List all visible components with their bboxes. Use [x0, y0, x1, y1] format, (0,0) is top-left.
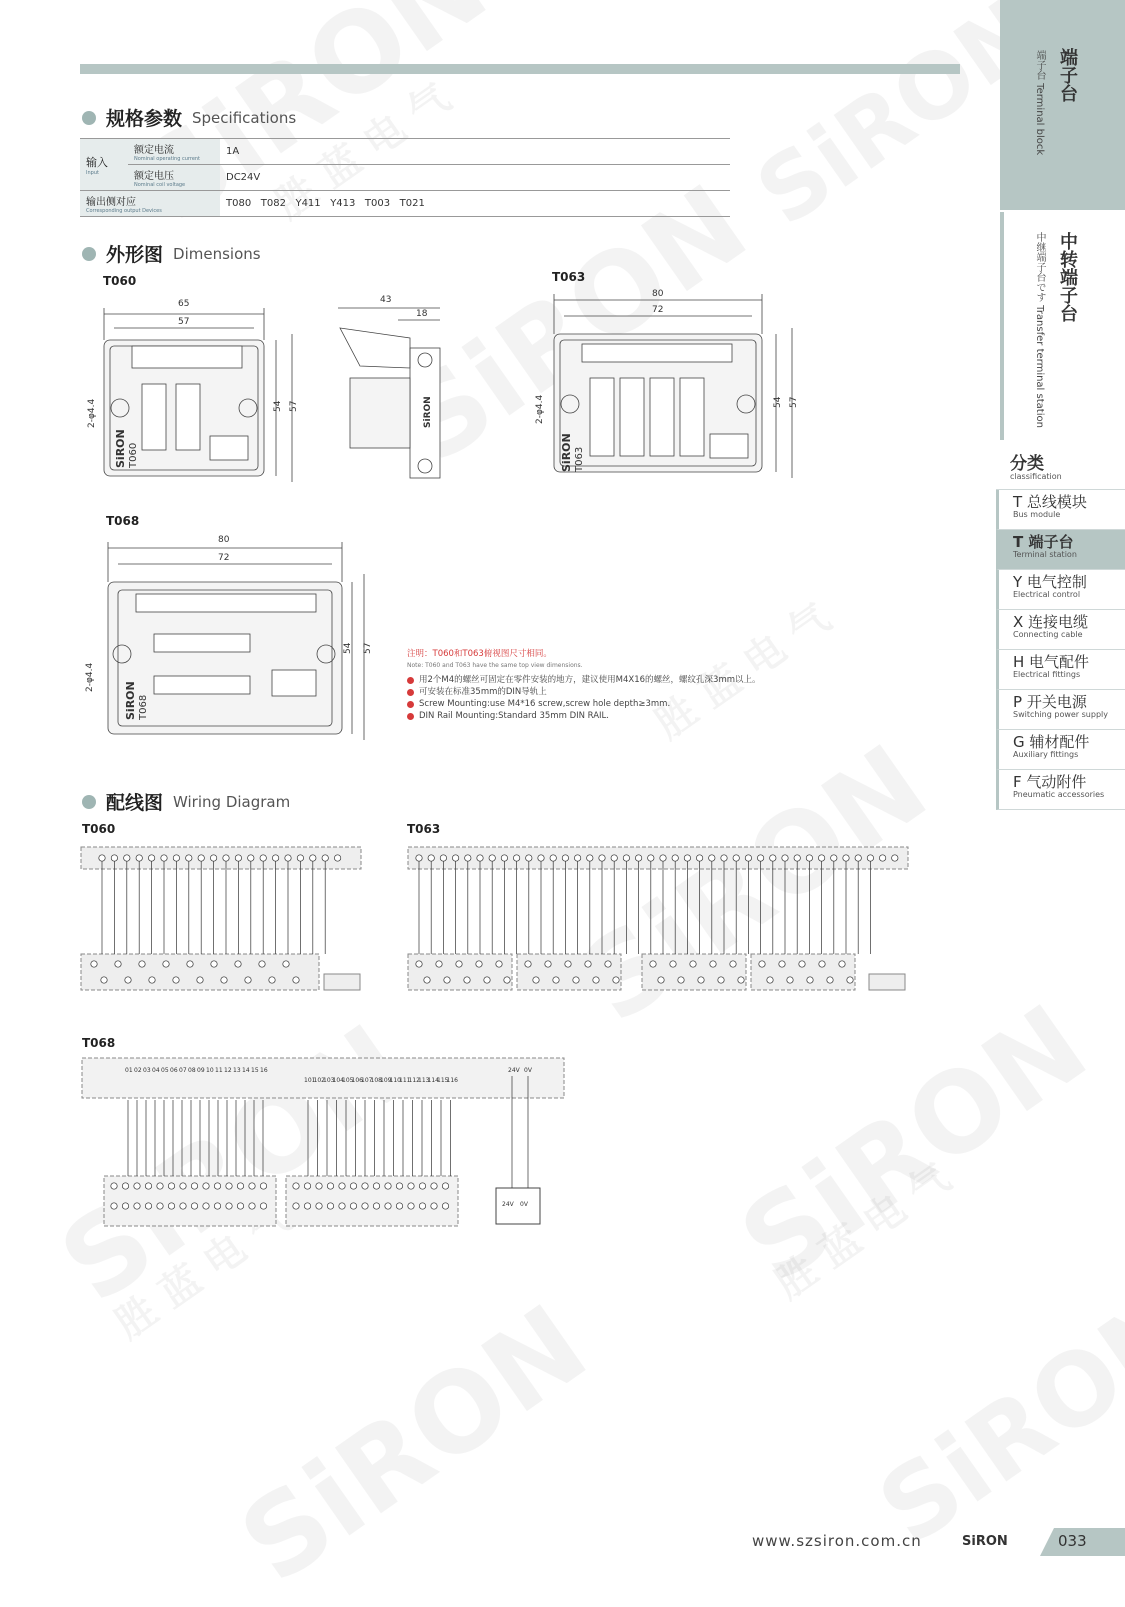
- terminal-icon: [122, 1203, 128, 1209]
- dim-t060-h-inner: 54: [273, 400, 283, 412]
- model-label-t060: T060: [103, 274, 137, 288]
- terminal-icon: [827, 977, 833, 983]
- terminal-icon: [396, 1183, 402, 1189]
- t063-body-label: T063: [574, 446, 585, 472]
- terminal-icon: [660, 855, 666, 861]
- terminal-icon: [431, 1183, 437, 1189]
- terminal-icon: [465, 855, 471, 861]
- dim-t063-h-outer: 57: [789, 396, 799, 408]
- t060-wiring-diagram: [80, 846, 365, 992]
- sidebar-mid-subtitle: 中继端子台です Transfer terminal station: [1034, 232, 1045, 428]
- terminal-icon: [794, 855, 800, 861]
- terminal-label: 105: [342, 1077, 354, 1084]
- terminal-icon: [111, 1203, 117, 1209]
- spec-output-label: 输出侧对应 Corresponding output Devices: [80, 191, 220, 217]
- terminal-icon: [235, 961, 241, 967]
- spec-output-value: T080 T082 Y411 Y413 T003 T021: [220, 191, 730, 217]
- terminal-icon: [504, 977, 510, 983]
- terminal-label: 11: [215, 1067, 223, 1074]
- terminal-icon: [831, 855, 837, 861]
- sidebar-item-terminal-station[interactable]: T 端子台 Terminal station: [996, 530, 1125, 570]
- sidebar-item-connecting-cable[interactable]: X 连接电缆 Connecting cable: [996, 610, 1125, 650]
- terminal-icon: [180, 1183, 186, 1189]
- terminal-icon: [385, 1183, 391, 1189]
- terminal-icon: [191, 1203, 197, 1209]
- terminal-icon: [163, 961, 169, 967]
- dim-t068-h-outer: 57: [363, 642, 373, 654]
- terminal-icon: [819, 961, 825, 967]
- terminal-icon: [157, 1203, 163, 1209]
- terminal-icon: [416, 855, 422, 861]
- terminal-icon: [442, 1183, 448, 1189]
- terminal-icon: [198, 855, 204, 861]
- terminal-icon: [440, 855, 446, 861]
- terminal-label: 07: [179, 1067, 187, 1074]
- terminal-icon: [249, 1203, 255, 1209]
- terminal-icon: [806, 855, 812, 861]
- terminal-icon: [136, 855, 142, 861]
- dim-t060-w-inner: 57: [178, 317, 190, 327]
- terminal-icon: [237, 1203, 243, 1209]
- terminal-label: 08: [188, 1067, 196, 1074]
- power-label-0v: 0V: [524, 1067, 532, 1074]
- brand-mark: SiRON: [423, 396, 433, 428]
- terminal-icon: [733, 855, 739, 861]
- dim-t060-side-depth: 43: [380, 295, 392, 305]
- terminal-icon: [623, 855, 629, 861]
- terminal-icon: [456, 961, 462, 967]
- terminal-icon: [605, 961, 611, 967]
- terminal-icon: [476, 961, 482, 967]
- terminal-icon: [125, 977, 131, 983]
- terminal-icon: [533, 977, 539, 983]
- terminal-icon: [818, 855, 824, 861]
- page-number: 033: [1058, 1532, 1087, 1550]
- terminal-label: 05: [161, 1067, 169, 1074]
- terminal-icon: [782, 855, 788, 861]
- terminal-icon: [416, 961, 422, 967]
- dim-t060-w-outer: 65: [178, 299, 190, 309]
- spec-current-value: 1A: [220, 139, 730, 165]
- terminal-icon: [525, 961, 531, 967]
- power-label-0v: 0V: [520, 1201, 528, 1208]
- terminal-icon: [191, 1183, 197, 1189]
- terminal-label: 109: [380, 1077, 392, 1084]
- terminal-icon: [203, 1203, 209, 1209]
- spec-voltage-label: 额定电压 Nominal coil voltage: [128, 165, 220, 191]
- terminal-icon: [635, 855, 641, 861]
- terminal-label: 113: [418, 1077, 430, 1084]
- terminal-icon: [157, 1183, 163, 1189]
- dim-t063-h-inner: 54: [773, 396, 783, 408]
- terminal-icon: [730, 961, 736, 967]
- terminal-icon: [526, 855, 532, 861]
- terminal-label: 115: [437, 1077, 449, 1084]
- footer-url[interactable]: www.szsiron.com.cn: [752, 1532, 922, 1550]
- terminal-icon: [593, 977, 599, 983]
- t068-body-label: T068: [138, 694, 149, 720]
- terminal-icon: [779, 961, 785, 967]
- dim-t063-hole: 2-φ4.4: [535, 394, 545, 424]
- terminal-icon: [373, 1203, 379, 1209]
- terminal-icon: [573, 977, 579, 983]
- sidebar-item-electrical-fittings[interactable]: H 电气配件 Electrical fittings: [996, 650, 1125, 690]
- terminal-icon: [269, 977, 275, 983]
- sidebar-item-bus-module[interactable]: T 总线模块 Bus module: [996, 490, 1125, 530]
- terminal-icon: [767, 977, 773, 983]
- terminal-icon: [115, 961, 121, 967]
- terminal-icon: [122, 1183, 128, 1189]
- note-item: DIN Rail Mounting:Standard 35mm DIN RAIL.: [407, 710, 761, 722]
- terminal-label: 106: [351, 1077, 363, 1084]
- watermark: [762, 1147, 960, 1309]
- terminal-icon: [436, 961, 442, 967]
- sidebar-item-power-supply[interactable]: P 开关电源 Switching power supply: [996, 690, 1125, 730]
- terminal-icon: [496, 961, 502, 967]
- terminal-icon: [839, 961, 845, 967]
- terminal-icon: [180, 1203, 186, 1209]
- terminal-icon: [214, 1183, 220, 1189]
- terminal-icon: [297, 855, 303, 861]
- terminal-icon: [847, 977, 853, 983]
- terminal-label: 107: [361, 1077, 373, 1084]
- terminal-icon: [698, 977, 704, 983]
- terminal-label: 09: [197, 1067, 205, 1074]
- terminal-icon: [168, 1183, 174, 1189]
- terminal-icon: [385, 1203, 391, 1209]
- terminal-icon: [770, 855, 776, 861]
- terminal-icon: [186, 855, 192, 861]
- terminal-icon: [745, 855, 751, 861]
- terminal-icon: [226, 1183, 232, 1189]
- terminal-icon: [658, 977, 664, 983]
- terminal-icon: [235, 855, 241, 861]
- terminal-icon: [91, 961, 97, 967]
- terminal-icon: [197, 977, 203, 983]
- terminal-icon: [501, 855, 507, 861]
- terminal-icon: [419, 1203, 425, 1209]
- spec-input-label: 输入 Input: [80, 139, 128, 191]
- terminal-icon: [350, 1203, 356, 1209]
- terminal-label: 112: [408, 1077, 420, 1084]
- terminal-icon: [710, 961, 716, 967]
- terminal-icon: [477, 855, 483, 861]
- sidebar-item-pneumatic-accessories[interactable]: F 气动附件 Pneumatic accessories: [996, 770, 1125, 810]
- power-label-24v: 24V: [502, 1201, 514, 1208]
- terminal-icon: [574, 855, 580, 861]
- terminal-icon: [892, 855, 898, 861]
- terminal-label: 01: [125, 1067, 133, 1074]
- terminal-icon: [210, 855, 216, 861]
- terminal-icon: [550, 855, 556, 861]
- terminal-icon: [650, 961, 656, 967]
- terminal-icon: [134, 1203, 140, 1209]
- terminal-icon: [442, 1203, 448, 1209]
- terminal-label: 02: [134, 1067, 142, 1074]
- terminal-icon: [221, 977, 227, 983]
- terminal-icon: [187, 961, 193, 967]
- terminal-icon: [362, 1183, 368, 1189]
- terminal-icon: [173, 977, 179, 983]
- terminal-icon: [464, 977, 470, 983]
- terminal-icon: [173, 855, 179, 861]
- bullet-icon: [82, 795, 96, 809]
- wiring-label-t060: T060: [82, 822, 116, 836]
- terminal-icon: [161, 855, 167, 861]
- terminal-icon: [419, 1183, 425, 1189]
- terminal-icon: [327, 1203, 333, 1209]
- terminal-icon: [613, 977, 619, 983]
- terminal-icon: [611, 855, 617, 861]
- terminal-label: 03: [143, 1067, 151, 1074]
- terminal-icon: [310, 855, 316, 861]
- terminal-icon: [513, 855, 519, 861]
- terminal-icon: [304, 1183, 310, 1189]
- section-title-wiring: [82, 788, 290, 815]
- terminal-icon: [867, 855, 873, 861]
- terminal-icon: [672, 855, 678, 861]
- terminal-icon: [718, 977, 724, 983]
- section-title-cn: 配线图: [106, 792, 164, 814]
- terminal-label: 14: [242, 1067, 250, 1074]
- note-item: 可安装在标准35mm的DIN导轨上: [407, 686, 761, 698]
- t068-wiring-diagram: [80, 1056, 570, 1236]
- section-title-specifications: [82, 104, 296, 131]
- sidebar-top-title: 端子台: [1057, 48, 1078, 102]
- terminal-icon: [260, 855, 266, 861]
- terminal-icon: [670, 961, 676, 967]
- terminal-icon: [327, 1183, 333, 1189]
- spec-current-label: 额定电流 Nominal operating current: [128, 139, 220, 165]
- terminal-label: 104: [332, 1077, 344, 1084]
- terminal-icon: [293, 1183, 299, 1189]
- terminal-icon: [99, 855, 105, 861]
- terminal-icon: [373, 1183, 379, 1189]
- terminal-icon: [111, 1183, 117, 1189]
- terminal-icon: [721, 855, 727, 861]
- bullet-icon: [82, 111, 96, 125]
- wiring-label-t063: T063: [407, 822, 441, 836]
- brand-mark: SiRON: [560, 433, 573, 472]
- terminal-icon: [168, 1203, 174, 1209]
- terminal-label: 114: [427, 1077, 439, 1084]
- terminal-icon: [111, 855, 117, 861]
- terminal-icon: [101, 977, 107, 983]
- terminal-icon: [149, 977, 155, 983]
- sidebar-item-auxiliary-fittings[interactable]: G 辅材配件 Auxiliary fittings: [996, 730, 1125, 770]
- terminal-icon: [237, 1183, 243, 1189]
- terminal-icon: [678, 977, 684, 983]
- terminal-icon: [293, 1203, 299, 1209]
- terminal-icon: [428, 855, 434, 861]
- sidebar-classification-heading: 分类 classification: [996, 452, 1125, 490]
- spec-table: [80, 138, 730, 217]
- terminal-icon: [759, 961, 765, 967]
- dim-t063-w-inner: 72: [652, 305, 664, 315]
- terminal-icon: [248, 855, 254, 861]
- terminal-icon: [350, 1183, 356, 1189]
- terminal-icon: [272, 855, 278, 861]
- terminal-icon: [339, 1183, 345, 1189]
- terminal-icon: [260, 1203, 266, 1209]
- section-title-en: Wiring Diagram: [173, 792, 291, 811]
- dim-t060-hole: 2-φ4.4: [87, 398, 97, 428]
- brand-mark: SiRON: [124, 681, 137, 720]
- terminal-label: 13: [233, 1067, 241, 1074]
- terminal-icon: [562, 855, 568, 861]
- notes-title-cn: 注明：T060和T063俯视图尺寸相同。: [407, 649, 552, 659]
- terminal-icon: [553, 977, 559, 983]
- terminal-icon: [538, 855, 544, 861]
- terminal-icon: [587, 855, 593, 861]
- dim-t068-hole: 2-φ4.4: [85, 662, 95, 692]
- dim-t068-h-inner: 54: [343, 642, 353, 654]
- note-item: 用2个M4的螺丝可固定在零件安装的地方，建议使用M4X16的螺丝，螺纹孔深3mm以上。: [407, 674, 761, 686]
- dim-t068-w-inner: 72: [218, 553, 230, 563]
- spec-voltage-value: DC24V: [220, 165, 730, 191]
- terminal-icon: [148, 855, 154, 861]
- section-title-en: Dimensions: [173, 244, 261, 263]
- terminal-icon: [585, 961, 591, 967]
- terminal-label: 116: [446, 1077, 458, 1084]
- terminal-icon: [489, 855, 495, 861]
- terminal-icon: [696, 855, 702, 861]
- dim-t063-w-outer: 80: [652, 289, 664, 299]
- terminal-icon: [283, 961, 289, 967]
- terminal-icon: [690, 961, 696, 967]
- sidebar-mid-title: 中转端子台: [1057, 232, 1078, 322]
- footer-brand-logo: SiRON: [962, 1534, 1008, 1549]
- brand-mark: SiRON: [114, 429, 127, 468]
- terminal-icon: [226, 1203, 232, 1209]
- model-label-t063: T063: [552, 270, 586, 284]
- terminal-icon: [316, 1203, 322, 1209]
- terminal-label: 102: [313, 1077, 325, 1084]
- terminal-icon: [339, 1203, 345, 1209]
- terminal-icon: [259, 961, 265, 967]
- terminal-icon: [134, 1183, 140, 1189]
- terminal-icon: [424, 977, 430, 983]
- terminal-icon: [684, 855, 690, 861]
- section-title-dimensions: [82, 240, 261, 267]
- terminal-label: 12: [224, 1067, 232, 1074]
- terminal-label: 101: [304, 1077, 316, 1084]
- terminal-icon: [565, 961, 571, 967]
- top-rule: [80, 64, 960, 74]
- dimension-notes: [407, 648, 761, 722]
- terminal-icon: [545, 961, 551, 967]
- terminal-icon: [799, 961, 805, 967]
- terminal-icon: [260, 1183, 266, 1189]
- terminal-icon: [408, 1203, 414, 1209]
- terminal-icon: [203, 1183, 209, 1189]
- dim-t060-side-rail: 18: [416, 309, 428, 319]
- sidebar-top-subtitle: 端子台 Terminal block: [1034, 50, 1045, 156]
- terminal-icon: [322, 855, 328, 861]
- terminal-icon: [452, 855, 458, 861]
- terminal-icon: [738, 977, 744, 983]
- watermark: [218, 1281, 609, 1607]
- terminal-icon: [599, 855, 605, 861]
- terminal-icon: [879, 855, 885, 861]
- terminal-icon: [787, 977, 793, 983]
- section-title-en: Specifications: [192, 108, 297, 127]
- t063-wiring-diagram: [407, 846, 912, 992]
- terminal-icon: [807, 977, 813, 983]
- terminal-icon: [431, 1203, 437, 1209]
- wiring-label-t068: T068: [82, 1036, 116, 1050]
- terminal-label: 04: [152, 1067, 160, 1074]
- terminal-icon: [709, 855, 715, 861]
- section-title-cn: 外形图: [106, 244, 164, 266]
- terminal-icon: [334, 855, 340, 861]
- terminal-label: 110: [389, 1077, 401, 1084]
- terminal-icon: [145, 1203, 151, 1209]
- terminal-icon: [757, 855, 763, 861]
- section-title-cn: 规格参数: [106, 108, 183, 130]
- terminal-icon: [245, 977, 251, 983]
- watermark: [858, 1270, 1125, 1568]
- note-item: Screw Mounting:use M4*16 screw,screw hole depth≥3mm.: [407, 698, 761, 710]
- terminal-icon: [648, 855, 654, 861]
- terminal-icon: [843, 855, 849, 861]
- t063-dimension-drawing: [530, 284, 810, 494]
- terminal-icon: [211, 961, 217, 967]
- terminal-icon: [145, 1183, 151, 1189]
- terminal-label: 103: [323, 1077, 335, 1084]
- terminal-icon: [293, 977, 299, 983]
- terminal-label: 15: [251, 1067, 259, 1074]
- terminal-icon: [249, 1183, 255, 1189]
- terminal-icon: [124, 855, 130, 861]
- terminal-label: 06: [170, 1067, 178, 1074]
- terminal-icon: [304, 1203, 310, 1209]
- terminal-icon: [444, 977, 450, 983]
- terminal-icon: [855, 855, 861, 861]
- terminal-label: 10: [206, 1067, 214, 1074]
- sidebar-nav: [996, 452, 1125, 810]
- terminal-label: 108: [370, 1077, 382, 1084]
- terminal-icon: [408, 1183, 414, 1189]
- terminal-icon: [396, 1203, 402, 1209]
- dim-t060-h-outer: 57: [289, 400, 299, 412]
- terminal-icon: [316, 1183, 322, 1189]
- sidebar-item-electrical-control[interactable]: Y 电气控制 Electrical control: [996, 570, 1125, 610]
- terminal-icon: [223, 855, 229, 861]
- power-label-24v: 24V: [508, 1067, 520, 1074]
- watermark: [718, 981, 1109, 1308]
- terminal-icon: [139, 961, 145, 967]
- terminal-label: 111: [399, 1077, 411, 1084]
- terminal-icon: [214, 1203, 220, 1209]
- sidebar-category-header: [1000, 0, 1125, 210]
- model-label-t068: T068: [106, 514, 140, 528]
- bullet-icon: [82, 247, 96, 261]
- terminal-icon: [285, 855, 291, 861]
- dim-t068-w-outer: 80: [218, 535, 230, 545]
- t068-dimension-drawing: [80, 530, 390, 750]
- terminal-icon: [484, 977, 490, 983]
- terminal-icon: [362, 1203, 368, 1209]
- notes-title-en: Note: T060 and T063 have the same top view dimensions.: [407, 662, 583, 669]
- terminal-label: 16: [260, 1067, 268, 1074]
- t060-body-label: T060: [128, 442, 139, 468]
